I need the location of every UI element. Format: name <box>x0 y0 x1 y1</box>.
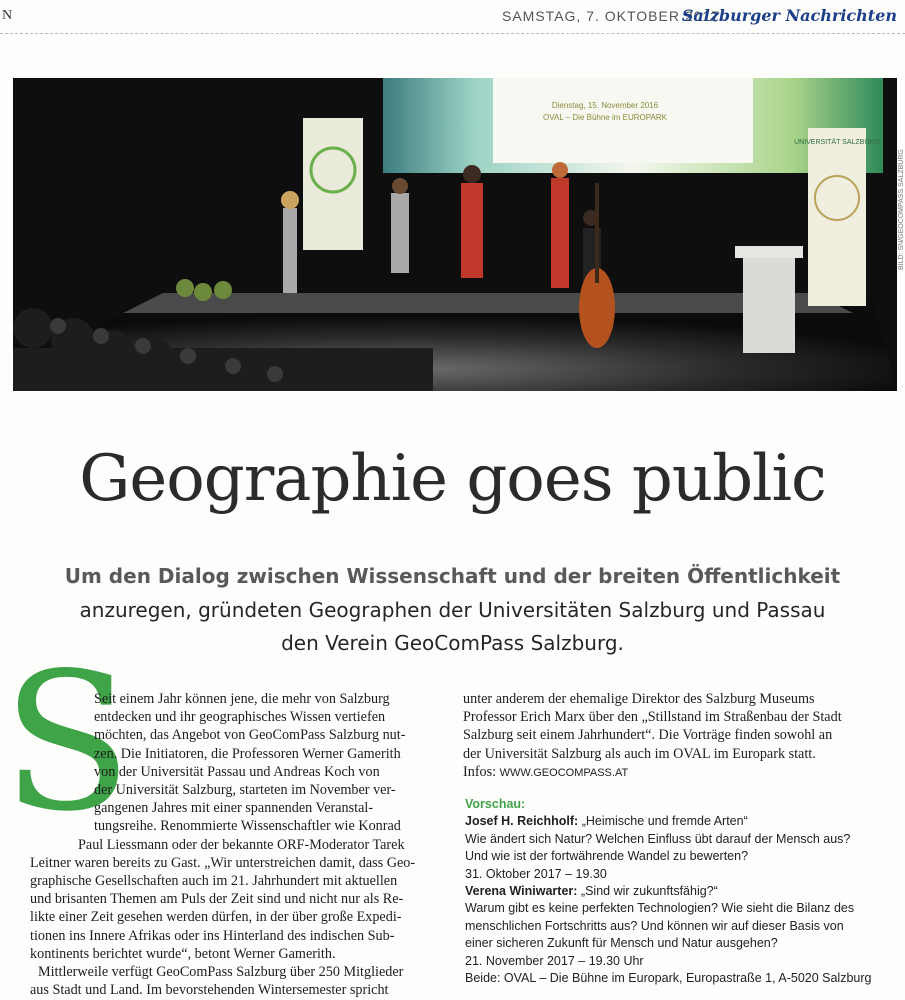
talk-description: Warum gibt es keine perfekten Technologien? Wie sieht die Bilanz des <box>465 901 855 916</box>
body-line: Paul Liessmann oder der bekannte ORF-Moderator Tarek <box>78 836 405 853</box>
article-headline: Geographie goes public <box>79 442 826 516</box>
body-line: tionen ins Innere Afrikas oder ins Hinterland des indischen Sub- <box>30 927 395 944</box>
speaker-name: Verena Winiwarter: <box>465 884 578 899</box>
body-line: und brisanten Themen am Puls der Zeit sind und nicht nur als Re- <box>30 891 404 908</box>
body-line: der Universität Salzburg als auch im OVAL im Europark statt. <box>463 745 816 762</box>
talk-description: Und wie ist der fortwährende Wandel zu bewerten? <box>465 849 749 864</box>
issue-date: SAMSTAG, 7. OKTOBER 2017 <box>502 8 720 24</box>
body-line: von der Universität Passau und Andreas Koch von <box>94 763 380 780</box>
body-line: kontinents berichtet wurde“, betont Werner Gamerith. <box>30 945 336 962</box>
talk-description: einer sicheren Zukunft für Mensch und Natur ausgehen? <box>465 936 778 951</box>
body-line: Professor Erich Marx über den „Stillstand im Straßenbau der Stadt <box>463 709 842 726</box>
venue-line: Beide: OVAL – Die Bühne im Europark, Europastraße 1, A-5020 Salzburg <box>465 971 872 986</box>
infos-line <box>463 763 893 782</box>
infos-label: Infos: <box>463 763 497 780</box>
photo-credit: BILD: SN/GEOCOMPASS SALZBURG <box>898 149 905 270</box>
newspaper-masthead: Salzburger Nachrichten <box>681 6 897 25</box>
page-header <box>0 6 905 30</box>
talk-title: „Heimische und fremde Arten“ <box>581 814 748 829</box>
body-line: aus Stadt und Land. Im bevorstehenden Wintersemester spricht <box>30 982 389 999</box>
lead-line-1: Um den Dialog zwischen Wissenschaft und der breiten Öffentlichkeit <box>64 564 841 588</box>
talk-date: 31. Oktober 2017 – 19.30 <box>465 866 607 881</box>
header-divider <box>0 33 905 34</box>
preview-item-2-heading <box>465 883 895 900</box>
screen-text-venue: OVAL – Die Bühne im EUROPARK <box>543 113 667 122</box>
body-line: der Universität Salzburg, starteten im November ver- <box>94 782 396 799</box>
body-line: likte einer Zeit gesehen werden dürfen, in der über große Expedi- <box>30 909 402 926</box>
body-line: zen. Die Initiatoren, die Professoren Werner Gamerith <box>94 745 401 762</box>
body-line: Salzburg seit einem Jahrhundert“. Die Vorträge finden sowohl an <box>463 727 833 744</box>
body-line: graphische Gesellschaften auch im 21. Jahrhundert mit aktuellen <box>30 873 398 890</box>
university-banner-text: UNIVERSITÄT SALZBURG <box>794 139 880 146</box>
talk-date: 21. November 2017 – 19.30 Uhr <box>465 953 644 968</box>
preview-box <box>465 796 895 987</box>
lead-line-2: anzuregen, gründeten Geographen der Universitäten Salzburg und Passau <box>79 598 826 622</box>
preview-title: Vorschau: <box>465 797 526 811</box>
drop-cap: S <box>2 632 133 853</box>
screen-text-date: Dienstag, 15. November 2016 <box>551 101 659 110</box>
infos-link[interactable]: WWW.GEOCOMPASS.AT <box>499 766 629 779</box>
lead-line-3: den Verein GeoComPass Salzburg. <box>281 631 624 655</box>
preview-item-1-heading <box>465 813 895 830</box>
speaker-name: Josef H. Reichholf: <box>465 814 579 829</box>
talk-description: Wie ändert sich Natur? Welchen Einfluss übt darauf der Mensch aus? <box>465 831 851 846</box>
body-line: Leitner waren bereits zu Gast. „Wir unterstreichen damit, dass Geo- <box>30 854 416 871</box>
article-photo <box>13 78 897 391</box>
body-column-1 <box>30 690 442 999</box>
body-line: möchten, das Angebot von GeoComPass Salzburg nut- <box>94 727 406 744</box>
body-line: entdecken und ihr geographisches Wissen vertiefen <box>94 709 386 726</box>
body-line: Mittlerweile verfügt GeoComPass Salzburg über 250 Mitglieder <box>38 964 404 981</box>
body-line: tungsreihe. Renommierte Wissenschaftler wie Konrad <box>94 818 401 835</box>
talk-description: menschlichen Fortschritts aus? Und können wir auf dieser Basis von <box>465 918 844 933</box>
body-line: unter anderem der ehemalige Direktor des Salzburg Museums <box>463 691 815 707</box>
body-line: gangenen Jahres mit einer spannenden Veranstal- <box>94 800 374 817</box>
body-line: Seit einem Jahr können jene, die mehr von Salzburg <box>94 691 390 707</box>
talk-title: „Sind wir zukunftsfähig?“ <box>580 884 718 899</box>
body-column-2 <box>463 690 893 782</box>
stage-performance-image <box>13 78 897 391</box>
page-corner-mark: N <box>2 8 13 23</box>
